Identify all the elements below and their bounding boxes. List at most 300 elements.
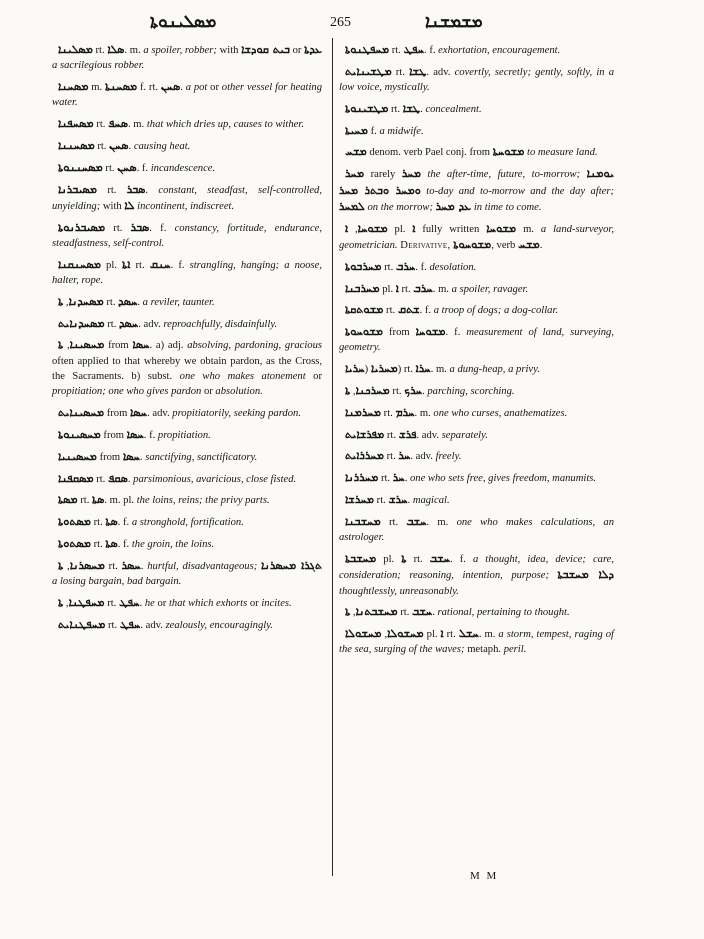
syriac-word: ܡܚܪܪܢܐ bbox=[345, 471, 379, 485]
syriac-word: ܠܐ bbox=[124, 198, 135, 212]
entry-text: rt. bbox=[391, 66, 410, 78]
definition-text: separately. bbox=[441, 429, 488, 441]
entry-text: rt. bbox=[91, 517, 106, 529]
syriac-word: ܬܓܪܐ ܡܚܣܪܢܐ bbox=[261, 558, 323, 572]
dictionary-entry bbox=[52, 257, 322, 289]
syriac-word: ܚܪܒ bbox=[413, 281, 433, 295]
definition-text: rational, pertaining to thought. bbox=[437, 607, 570, 619]
entry-text: from bbox=[96, 451, 123, 463]
syriac-word: ܣܚܦ bbox=[108, 117, 128, 131]
syriac-word: ܚܣܐ bbox=[126, 427, 144, 441]
entry-text: , bbox=[350, 386, 356, 398]
entry-text: rt. bbox=[105, 619, 120, 631]
syriac-word: ܠܡܚܪ bbox=[339, 199, 365, 213]
entry-text: . f. bbox=[424, 45, 439, 56]
definition-text: peril. bbox=[503, 644, 527, 656]
entry-text: from bbox=[383, 327, 416, 339]
entry-text: . m. bbox=[478, 629, 499, 641]
definition-text: he bbox=[144, 597, 155, 609]
entry-text: , bbox=[63, 340, 70, 352]
syriac-word: ܡܚܫܘܠܐ bbox=[387, 627, 424, 641]
entry-text: . bbox=[432, 607, 438, 619]
syriac-word: ܚܫܒ bbox=[429, 551, 450, 565]
dictionary-entry bbox=[52, 294, 322, 310]
syriac-word: ܚܣܪ bbox=[121, 558, 141, 572]
syriac-word: ܬܐ bbox=[401, 551, 407, 565]
syriac-word: ܡܫܘܚܐ bbox=[486, 221, 517, 235]
entry-text: . f. bbox=[143, 429, 158, 441]
syriac-word: ܚܪܐ bbox=[415, 362, 431, 376]
definition-text: in time to come. bbox=[473, 201, 542, 213]
entry-text: rt. bbox=[397, 607, 413, 619]
definition-text: strangling, hanging; a noose, halter, rope. bbox=[52, 259, 323, 287]
entry-text: rt. bbox=[383, 305, 398, 317]
dictionary-entry bbox=[339, 221, 614, 254]
syriac-word: ܡܚܦܛܢܐܝܬ bbox=[58, 617, 106, 631]
syriac-word: ܡܛܫܝܢܘܬܐ bbox=[345, 101, 389, 115]
syriac-word: ܡܣܚܕܢܐܝܬ bbox=[58, 316, 105, 330]
entry-text: or bbox=[289, 45, 305, 56]
entry-text: rt. bbox=[93, 119, 109, 131]
definition-text: exhortation, encouragement. bbox=[438, 45, 561, 56]
entry-text: . f. bbox=[117, 538, 132, 550]
syriac-word: ܡܚܪܒܢܐ bbox=[345, 281, 380, 295]
syriac-word: ܡܣܬܐ bbox=[58, 493, 78, 507]
syriac-word: ܐ bbox=[412, 221, 416, 235]
signature-mark: M M bbox=[470, 870, 499, 882]
definition-text: a reviler, taunter. bbox=[142, 296, 215, 308]
definition-text: magical. bbox=[412, 495, 450, 507]
dictionary-entry bbox=[339, 514, 614, 546]
entry-text: . m. bbox=[430, 364, 450, 376]
dictionary-entry bbox=[52, 471, 322, 487]
syriac-word: ܡܚܪܫܐ bbox=[345, 493, 375, 507]
syriac-word: ܡܣܚܦܢܐ bbox=[58, 117, 94, 131]
entry-text: or bbox=[207, 82, 222, 94]
syriac-word: ܣܬܐ bbox=[92, 493, 105, 507]
entry-text: , bbox=[381, 629, 388, 641]
dictionary-entry bbox=[52, 316, 322, 332]
entry-text: rt. bbox=[398, 283, 414, 295]
entry-text: rt. bbox=[77, 495, 93, 507]
syriac-word: ܡܚܪܒܘܬܐ bbox=[345, 259, 382, 273]
entry-text: rt. bbox=[94, 140, 110, 152]
syriac-word: ܡܣܠܝܢܐ bbox=[58, 43, 93, 56]
entry-text: f. bbox=[367, 125, 380, 137]
definition-text: that which exhorts bbox=[168, 597, 248, 609]
entry-text: rt. bbox=[92, 45, 108, 56]
definition-text: the groin, the loins. bbox=[131, 538, 215, 550]
definition-text: on the morrow; bbox=[367, 201, 433, 213]
dictionary-entry bbox=[52, 116, 322, 132]
definition-text: that which dries up, causes to wither. bbox=[146, 119, 304, 131]
syriac-word: ܕܠܐ ܡܚܫܒܬܐ bbox=[557, 568, 614, 582]
syriac-word: ܣܩܦ bbox=[107, 471, 128, 485]
definition-text: parching, scorching. bbox=[427, 386, 515, 398]
syriac-word: ܐ bbox=[395, 281, 399, 295]
syriac-word: ܣܒܪ bbox=[126, 182, 146, 196]
syriac-word: ܚܦܛ bbox=[403, 43, 425, 56]
entry-text: rt. bbox=[104, 597, 119, 609]
syriac-word: ܡܚܦܛܢܐ bbox=[68, 595, 105, 609]
entry-text: . m. bbox=[127, 119, 147, 131]
dictionary-entry bbox=[52, 138, 322, 154]
entry-text: . bbox=[404, 473, 410, 485]
entry-text: . m. pl. bbox=[104, 495, 137, 507]
syriac-word: ܡܚܣܪܢܐ bbox=[69, 558, 105, 572]
syriac-word: ܥܕܬܐ bbox=[304, 43, 322, 56]
entry-text: with bbox=[100, 200, 125, 212]
definition-text: propitiation; one who gives pardon bbox=[52, 386, 202, 398]
syriac-word: ܚܣܐ bbox=[122, 449, 140, 463]
syriac-word: ܬܐ bbox=[58, 338, 64, 352]
definition-text: propitiation. bbox=[157, 429, 211, 441]
entry-text: . adv. bbox=[416, 429, 442, 441]
entry-text: , bbox=[350, 607, 356, 619]
syriac-word: ܚܪܒ bbox=[395, 259, 416, 273]
entry-text: rt. bbox=[380, 516, 407, 528]
syriac-word: ܛܫܐ bbox=[402, 101, 421, 115]
definition-text: a losing bargain, bad bargain. bbox=[52, 576, 182, 588]
entry-text: pl. bbox=[376, 553, 402, 565]
syriac-word: ܡܫܚ bbox=[518, 237, 540, 251]
syriac-word: ܚܪܟ bbox=[404, 384, 423, 398]
definition-text: concealment. bbox=[425, 103, 482, 115]
syriac-word: ܡܚܣܝܢܝܐ bbox=[58, 449, 97, 463]
definition-text: a dung-heap, a privy. bbox=[449, 364, 540, 376]
small-caps-text: Derivative, bbox=[400, 239, 451, 251]
dictionary-entry bbox=[339, 166, 614, 215]
definition-text: covertly, secretly; gently, softly, in a low voice, mystically. bbox=[339, 66, 615, 94]
left-column bbox=[52, 42, 322, 638]
definition-text: sanctifying, sanctificatory. bbox=[145, 451, 258, 463]
entry-text: . f. bbox=[419, 305, 434, 317]
dictionary-entry bbox=[52, 427, 322, 443]
column-divider bbox=[332, 38, 333, 876]
entry-text: . m. bbox=[426, 516, 457, 528]
entry-text: metaph. bbox=[464, 644, 504, 656]
dictionary-entry bbox=[339, 470, 614, 486]
definition-text: a pot bbox=[185, 82, 208, 94]
definition-text: other vessel for heating water. bbox=[52, 82, 322, 109]
entry-text: . m. bbox=[414, 407, 434, 419]
syriac-word: ܡܚܣܝܢܐ bbox=[69, 338, 105, 352]
entry-text: . bbox=[128, 140, 134, 152]
syriac-word: ܬܐ bbox=[58, 558, 64, 572]
entry-text: . f. bbox=[136, 162, 151, 174]
dictionary-entry bbox=[52, 220, 322, 252]
syriac-word: ܡܫܘܚܘܬܐ bbox=[345, 325, 384, 339]
entry-text: rt. bbox=[381, 407, 396, 419]
entry-text: . adv. bbox=[140, 619, 166, 631]
dictionary-entry bbox=[52, 182, 322, 215]
entry-text: pl. bbox=[423, 629, 441, 641]
entry-text: rt. bbox=[374, 495, 389, 507]
entry-text: from bbox=[104, 340, 133, 352]
syriac-word: ܚܪܫ bbox=[388, 493, 408, 507]
definition-text: absolving, pardoning, gracious bbox=[187, 340, 323, 352]
dictionary-entry bbox=[52, 595, 322, 611]
syriac-word: ܡܣܚܢܢܘܬܐ bbox=[58, 160, 103, 174]
dictionary-entry bbox=[339, 42, 614, 58]
entry-text: rt. bbox=[443, 629, 459, 641]
dictionary-entry bbox=[52, 79, 322, 111]
entry-text: pl. bbox=[387, 223, 413, 235]
entry-text: rt. bbox=[104, 560, 122, 572]
dictionary-entry bbox=[52, 160, 322, 176]
entry-text: . bbox=[127, 473, 134, 485]
dictionary-entry bbox=[339, 324, 614, 356]
syriac-word: ܡܣܬܘܬܐ bbox=[58, 515, 91, 529]
dictionary-entry bbox=[339, 405, 614, 421]
syriac-word: ܡܣܚܢܐ bbox=[58, 80, 89, 94]
entry-text: pl. bbox=[100, 259, 123, 271]
dictionary-entry bbox=[339, 302, 614, 318]
dictionary-entry bbox=[52, 405, 322, 421]
syriac-word: ܣܚܢ bbox=[117, 160, 137, 174]
dictionary-entry bbox=[52, 514, 322, 530]
syriac-word: ܡܚܝܬܐ bbox=[345, 123, 368, 137]
syriac-word: ܡܚܫܘܠܐ bbox=[345, 627, 382, 641]
syriac-word: ܡܛܫܝܢܐܝܬ bbox=[345, 64, 392, 78]
syriac-word: ܡܣܩܦܢܐ bbox=[58, 471, 94, 485]
syriac-word: ܡܚܫܒܢܐ bbox=[345, 514, 381, 528]
syriac-word: ܚܪ bbox=[392, 471, 405, 485]
definition-text: incites. bbox=[261, 597, 292, 609]
dictionary-entry bbox=[339, 551, 614, 599]
syriac-word: ܡܣܚܢܢܐ bbox=[58, 138, 95, 152]
syriac-word: ܛܫܐ bbox=[409, 64, 427, 78]
definition-text: hurtful, disadvantageous; bbox=[147, 560, 258, 572]
entry-text: . adv. bbox=[138, 318, 164, 330]
syriac-word: ܡܫܘܚܐ bbox=[415, 325, 446, 339]
entry-text: f. rt. bbox=[137, 82, 161, 94]
syriac-word: ܣܒܪ bbox=[130, 220, 150, 234]
definition-text: measurement of land, surveying, geometry. bbox=[339, 327, 614, 354]
definition-text: a sacrilegious robber. bbox=[52, 60, 145, 72]
syriac-word: ܚܪܝܐ bbox=[345, 362, 365, 376]
syriac-word: ܡܣܝܒܪܢܐ bbox=[58, 182, 97, 196]
entry-text: . bbox=[137, 296, 143, 308]
dictionary-entry bbox=[52, 449, 322, 465]
dictionary-entry bbox=[339, 492, 614, 508]
definition-text: a storm, tempest, raging of the sea, surging of the waves; bbox=[339, 629, 615, 656]
definition-text: a stronghold, fortification. bbox=[131, 517, 244, 529]
syriac-word: ܦܪܫ bbox=[398, 427, 417, 441]
definition-text: constant, steadfast, self-controlled, unyielding; bbox=[52, 184, 322, 212]
syriac-word: ܡܚܦܛܢܘܬܐ bbox=[345, 43, 390, 56]
entry-text: or bbox=[154, 597, 169, 609]
syriac-word: ܝܘܡܢܐ ܘܡܚܪ ܘܒܬܪ ܡܚܪ bbox=[339, 167, 615, 197]
syriac-word: ܡܚܫܒܬܐ bbox=[345, 551, 377, 565]
definition-text: one who makes atonement bbox=[179, 371, 306, 383]
definition-text: one who makes calculations, an astrologer. bbox=[339, 516, 614, 544]
definition-text: to measure land. bbox=[527, 147, 598, 159]
syriac-word: ܡܦܪܫܐܝܬ bbox=[345, 427, 385, 441]
syriac-word: ܡܚܪܪܐܝܬ bbox=[345, 449, 384, 463]
definition-text: a thought, idea, device; care, consideration; reasoning, intention, purpose; bbox=[339, 553, 615, 582]
definition-text: to-day and to-morrow and the day after; bbox=[426, 185, 614, 197]
entry-text: or bbox=[247, 597, 262, 609]
dictionary-entry bbox=[339, 101, 614, 117]
syriac-word: ܚܦܛ bbox=[119, 617, 141, 631]
syriac-word: ܡܫܘܚܬܐ bbox=[492, 145, 525, 159]
syriac-word: ܡܣܝܒܪܢܘܬܐ bbox=[58, 220, 106, 234]
entry-text: . adv. bbox=[147, 408, 173, 420]
syriac-word: ܡܫܚ bbox=[345, 145, 367, 159]
entry-text: rt. bbox=[381, 261, 396, 273]
syriac-word: ܡܣܬܘܬܐ bbox=[58, 536, 91, 550]
entry-text bbox=[549, 570, 558, 581]
dictionary-entry bbox=[52, 536, 322, 552]
entry-text: , bbox=[63, 560, 70, 572]
syriac-word: ܡܚܫܒܬܢܐ bbox=[355, 605, 398, 619]
definition-text: desolation. bbox=[429, 261, 477, 273]
entry-text: . bbox=[180, 82, 186, 94]
entry-text: from bbox=[104, 408, 130, 420]
entry-text: rt. bbox=[406, 553, 430, 565]
syriac-word: ܡܚܪ bbox=[401, 167, 421, 181]
syriac-word: ܣܚܢ bbox=[160, 80, 181, 94]
syriac-word: ܡܚܪ bbox=[345, 167, 365, 181]
entry-text: . f. bbox=[170, 259, 190, 271]
syriac-word: ܣܚܢ bbox=[109, 138, 129, 152]
syriac-word: ܡܫܘܚܐ bbox=[357, 221, 388, 235]
entry-text: rt. bbox=[389, 386, 405, 398]
header-left-word: ܡܣܠܝܢܘܬܐ bbox=[150, 12, 217, 32]
entry-text: rt. bbox=[384, 429, 399, 441]
entry-text: rt. bbox=[91, 538, 106, 550]
syriac-word: ܬܐ bbox=[58, 294, 64, 308]
dictionary-entry bbox=[339, 144, 614, 160]
syriac-word: ܚܦܛ bbox=[118, 595, 140, 609]
entry-text: denom. verb Pael conj. from bbox=[366, 147, 493, 159]
page-header bbox=[0, 6, 704, 36]
entry-text: rt. bbox=[96, 184, 127, 196]
definition-text: constancy, fortitude, endurance, steadfastness, self-control. bbox=[52, 222, 322, 249]
entry-text: . f. bbox=[449, 553, 473, 565]
dictionary-entry bbox=[339, 259, 614, 275]
syriac-word: ܬܐ bbox=[58, 595, 64, 609]
syriac-word: ܚܪ bbox=[398, 449, 411, 463]
syriac-word: ܒܝܬ ܩܘܕܫܐ bbox=[241, 43, 290, 56]
definition-text: a spoiler, ravager. bbox=[451, 283, 529, 295]
entry-text: rt. bbox=[388, 103, 403, 115]
entry-text: rt. bbox=[378, 473, 393, 485]
entry-text: rt. bbox=[103, 296, 119, 308]
entry-text: ) rt. bbox=[397, 364, 416, 376]
entry-text: rt. bbox=[389, 45, 404, 56]
dictionary-entry bbox=[339, 427, 614, 443]
entry-text: or bbox=[201, 386, 216, 398]
entry-text: rt. bbox=[102, 162, 118, 174]
syriac-word: ܚܫܒ bbox=[406, 514, 427, 528]
syriac-word: ܚܣܕ bbox=[119, 316, 139, 330]
definition-text: one who sets free, gives freedom, manumits. bbox=[409, 473, 597, 485]
dictionary-entry bbox=[52, 42, 322, 74]
entry-text: often applied to that whereby we obtain pardon, as the Cross, the Sacraments. b) subst. bbox=[52, 355, 322, 383]
entry-text: . a) adj. bbox=[149, 340, 188, 352]
entry-text: . f. bbox=[445, 327, 467, 339]
entry-text: ( bbox=[364, 364, 371, 376]
syriac-word: ܡܚܪܝܐ bbox=[370, 362, 398, 376]
syriac-word: ܥܕ ܡܚܪ bbox=[435, 199, 472, 213]
entry-text: m. bbox=[516, 223, 541, 235]
dictionary-entry bbox=[339, 448, 614, 464]
entry-text: , bbox=[63, 296, 69, 308]
entry-text: fully written bbox=[415, 223, 487, 235]
syriac-word: ܡܣܚܢܬܐ bbox=[104, 80, 138, 94]
syriac-word: ܡܣܚܕܢܐ bbox=[68, 294, 104, 308]
entry-text: . bbox=[140, 560, 148, 572]
definition-text: incandescence. bbox=[150, 162, 216, 174]
entry-text: , bbox=[348, 223, 358, 235]
definition-text: the loins, reins; the privy parts. bbox=[136, 495, 270, 507]
syriac-word: ܚܫܒ bbox=[412, 605, 433, 619]
syriac-word: ܐܬܐ bbox=[122, 257, 131, 271]
syriac-word: ܚܣܕ bbox=[118, 294, 138, 308]
entry-text: or bbox=[305, 371, 322, 383]
page-number: 265 bbox=[330, 15, 351, 30]
entry-text: . bbox=[407, 495, 413, 507]
syriac-word: ܡܫܘܬܩܬܐ bbox=[345, 303, 384, 317]
dictionary-entry bbox=[339, 281, 614, 297]
entry-text: rt. bbox=[105, 222, 131, 234]
definition-text: reproachfully, disdainfully. bbox=[163, 318, 278, 330]
definition-text: incontinent, indiscreet. bbox=[137, 200, 235, 212]
entry-text: . bbox=[145, 184, 159, 196]
dictionary-entry bbox=[339, 64, 614, 96]
entry-text: pl. bbox=[379, 283, 396, 295]
syriac-word: ܚܣܐ bbox=[129, 406, 148, 420]
syriac-word: ܡܚܣܝܢܘܬܐ bbox=[58, 427, 101, 441]
syriac-word: ܬܐ bbox=[345, 605, 351, 619]
entry-text: . m. bbox=[124, 45, 144, 56]
entry-text: rt. bbox=[104, 318, 119, 330]
syriac-word: ܐ bbox=[440, 627, 444, 641]
syriac-word: ܐ bbox=[345, 221, 349, 235]
definition-text: one who curses, anathematizes. bbox=[433, 407, 568, 419]
syriac-word: ܫܬܩ bbox=[397, 303, 420, 317]
entry-text: rarely bbox=[364, 169, 402, 181]
definition-text: freely. bbox=[435, 451, 462, 463]
syriac-word: ܣܠܐ bbox=[107, 43, 125, 56]
definition-text: a troop of dogs; a dog-collar. bbox=[433, 305, 559, 317]
dictionary-entry bbox=[339, 383, 614, 399]
definition-text: a spoiler, robber; bbox=[143, 45, 217, 56]
dictionary-entry bbox=[52, 492, 322, 508]
entry-text: . m. bbox=[432, 283, 452, 295]
syriac-word: ܣܬܐ bbox=[105, 536, 118, 550]
entry-text: . bbox=[420, 103, 426, 115]
entry-text: rt. bbox=[93, 473, 108, 485]
entry-text: rt. bbox=[130, 259, 150, 271]
entry-text: . f. bbox=[415, 261, 430, 273]
dictionary-entry bbox=[339, 626, 614, 658]
entry-text: with bbox=[216, 45, 242, 56]
syriac-word: ܡܚܪܡܢܐ bbox=[345, 405, 382, 419]
syriac-word: ܣܬܐ bbox=[105, 515, 118, 529]
syriac-word: ܡܫܘܚܘܬܐ bbox=[453, 237, 492, 251]
entry-text: rt. bbox=[383, 451, 399, 463]
right-column bbox=[339, 42, 614, 663]
definition-text: parsimonious, avaricious, close fisted. bbox=[133, 473, 297, 485]
dictionary-entry bbox=[339, 361, 614, 377]
dictionary-entry bbox=[339, 604, 614, 620]
entry-text: , bbox=[63, 597, 69, 609]
header-right-word: ܡܫܡܫܢܐ bbox=[425, 12, 483, 32]
syriac-word: ܚܫܠ bbox=[458, 627, 479, 641]
